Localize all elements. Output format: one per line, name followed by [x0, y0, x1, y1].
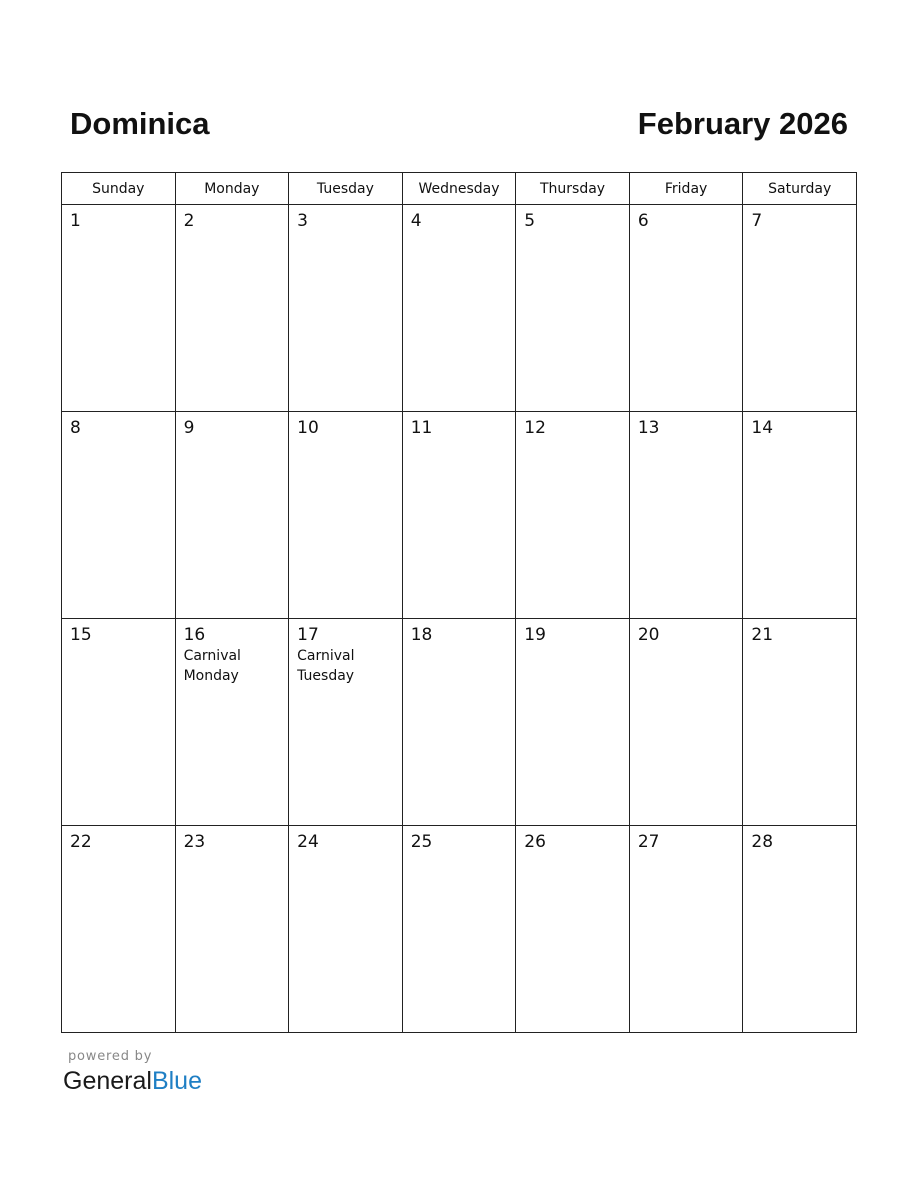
day-cell: [743, 619, 857, 826]
day-number: 13: [637, 418, 660, 438]
day-cell: [402, 619, 516, 826]
day-number: 18: [410, 625, 433, 645]
day-number: 17: [297, 625, 319, 645]
day-number: 2: [183, 211, 195, 231]
weekday-header: Saturday: [743, 173, 857, 205]
day-cell: [62, 205, 176, 412]
weekday-header: Friday: [629, 173, 743, 205]
logo-general: General: [63, 1067, 152, 1095]
day-cell: [402, 412, 516, 619]
day-cell: [289, 619, 403, 826]
logo-blue: Blue: [151, 1067, 202, 1095]
weekday-header: Tuesday: [289, 173, 403, 205]
day-number: 10: [297, 418, 319, 438]
day-cell: [175, 412, 289, 619]
day-cell: [516, 826, 630, 1033]
day-cell: [516, 205, 630, 412]
day-number: 24: [297, 832, 319, 852]
day-cell: [516, 412, 630, 619]
day-number: 6: [637, 211, 649, 231]
powered-by-text: powered by: [68, 1049, 153, 1064]
day-number: 9: [183, 418, 195, 438]
calendar-grid: [61, 172, 857, 1033]
weekday-header-row: [62, 173, 857, 205]
day-cell: [629, 205, 743, 412]
day-cell: [62, 826, 176, 1033]
day-number: 16: [183, 625, 206, 645]
generalblue-logo: [63, 1066, 202, 1096]
day-number: 3: [297, 211, 308, 231]
day-number: 19: [524, 625, 546, 645]
day-number: 15: [70, 625, 92, 645]
weekday-header: Monday: [175, 173, 289, 205]
day-number: 20: [637, 625, 660, 645]
holiday-label: [176, 645, 289, 686]
day-number: 14: [751, 418, 774, 438]
day-number: 12: [524, 418, 546, 438]
day-cell: [62, 412, 176, 619]
holiday-label: [289, 645, 402, 686]
weekday-header: Sunday: [62, 173, 176, 205]
day-number: 22: [70, 832, 92, 852]
day-number: 25: [410, 832, 433, 852]
day-number: 23: [183, 832, 206, 852]
week-row: [62, 412, 857, 619]
weekday-header: Thursday: [516, 173, 630, 205]
day-cell: [289, 412, 403, 619]
day-cell: [629, 619, 743, 826]
week-row: [62, 205, 857, 412]
day-number: 5: [524, 211, 536, 231]
day-cell: [629, 412, 743, 619]
day-number: 7: [751, 211, 763, 231]
day-number: 11: [410, 418, 433, 438]
day-cell: [402, 205, 516, 412]
day-cell: [743, 412, 857, 619]
holiday-label-line: Carnival: [183, 648, 241, 664]
holiday-label-line: Carnival: [297, 648, 355, 664]
holiday-label-line: Monday: [183, 668, 239, 684]
day-cell: [175, 826, 289, 1033]
day-cell: [743, 826, 857, 1033]
week-row: [62, 826, 857, 1033]
day-number: 1: [70, 211, 81, 231]
day-number: 27: [637, 832, 660, 852]
weekday-header: Wednesday: [402, 173, 516, 205]
month-title: February 2026: [637, 106, 848, 141]
day-number: 28: [751, 832, 774, 852]
day-number: 8: [70, 418, 81, 438]
country-title: Dominica: [70, 106, 210, 141]
day-cell: [289, 205, 403, 412]
day-cell: [629, 826, 743, 1033]
day-cell: [289, 826, 403, 1033]
day-cell: [402, 826, 516, 1033]
day-cell: [62, 619, 176, 826]
day-cell: [743, 205, 857, 412]
day-cell: [175, 205, 289, 412]
day-cell: [516, 619, 630, 826]
week-row: [62, 619, 857, 826]
day-number: 26: [524, 832, 546, 852]
day-cell: [175, 619, 289, 826]
day-number: 21: [751, 625, 774, 645]
day-number: 4: [410, 211, 422, 231]
holiday-label-line: Tuesday: [297, 668, 355, 684]
